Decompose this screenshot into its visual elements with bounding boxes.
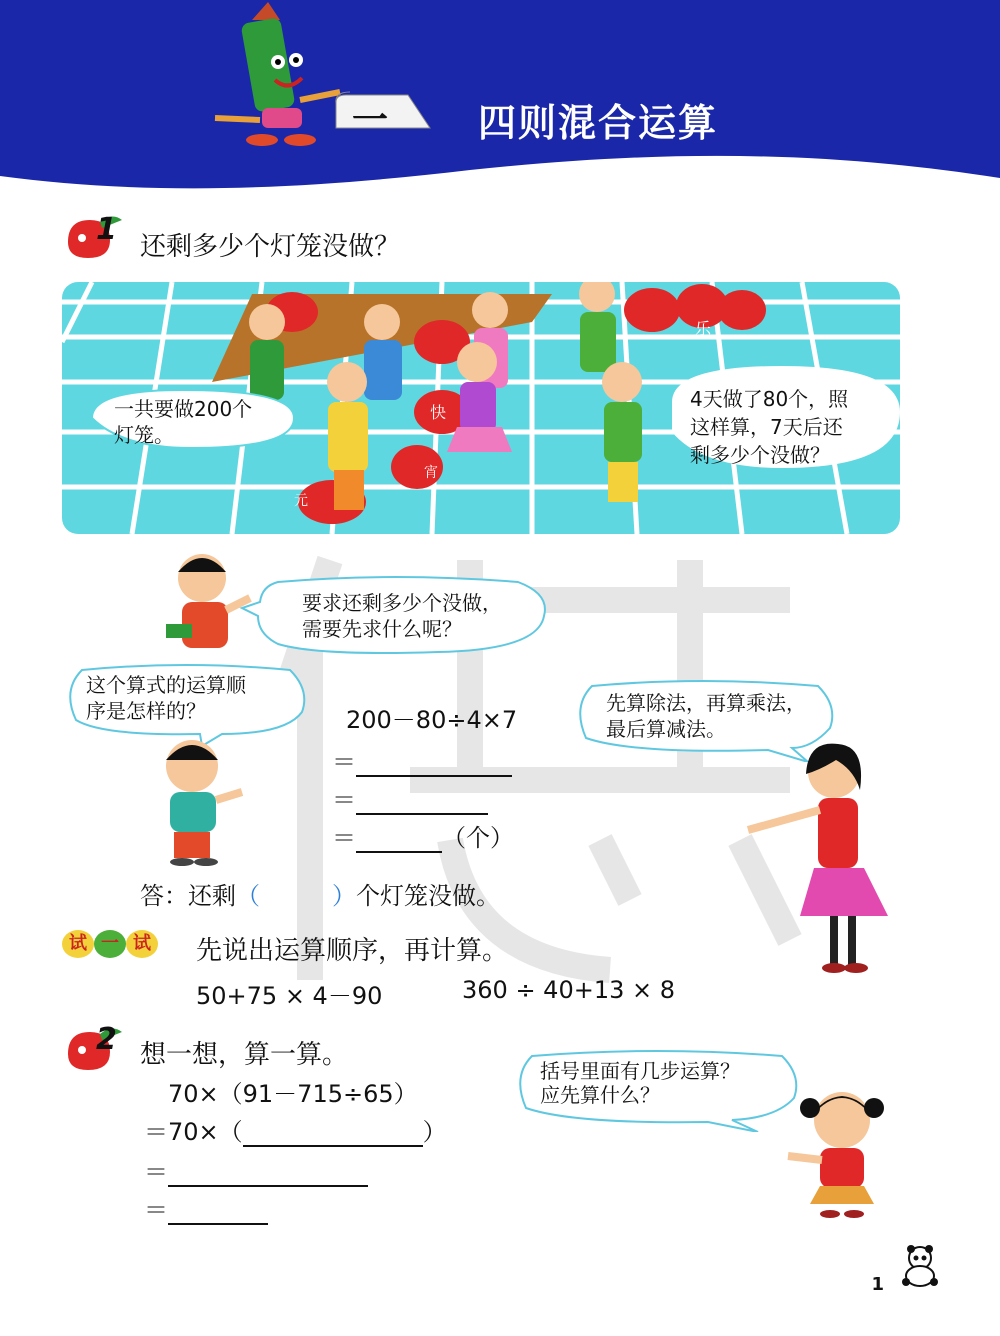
lantern-char: 乐 [695,319,712,338]
lantern-char: 宵 [424,465,438,481]
lantern-char: 快 [430,403,447,422]
equals-sign: ＝ [144,1196,168,1224]
answer-blank[interactable] [356,753,512,777]
equation-step-2 [332,780,488,815]
answer-blank[interactable] [168,1201,268,1225]
step-suffix: ） [422,1118,447,1146]
equation-step-1 [332,742,512,777]
boy-bubble-line-2: 需要先求什么呢？ [302,617,462,641]
equals-sign: ＝ [332,786,356,814]
teacher-bubble-line-1: 先算除法，再算乘法， [606,691,806,715]
right-bubble-line-3: 剩多少个没做？ [690,443,830,467]
answer-paren-open: （ [236,882,260,910]
teacher-bubble-line-2: 最后算减法。 [606,717,726,741]
try-instruction: 先说出运算顺序，再计算。 [196,936,509,966]
girl-character-icon [782,1080,894,1220]
answer-blank[interactable] [243,1123,423,1147]
answer-suffix: 个灯笼没做。 [356,882,500,910]
try-badge-char: 试 [62,930,94,958]
teacher-character-icon [738,740,898,976]
answer-blank[interactable] [168,1163,368,1187]
girl-bubble-line-1: 括号里面有几步运算？ [540,1059,740,1083]
equation-step-3 [332,818,514,853]
expression-2: 70×（91－715÷65） [168,1080,418,1108]
try-problem-1: 50+75 × 4－90 [196,982,383,1010]
equation2-step-1 [144,1112,447,1147]
page-title: 四则混合运算 [478,101,719,145]
left-bubble-line-1: 一共要做200个 [114,397,253,421]
answer-blank[interactable] [356,791,488,815]
try-problem-2: 360 ÷ 40+13 × 8 [462,976,675,1004]
example-question: 还剩多少个灯笼没做？ [140,232,401,262]
answer-prefix: 答：还剩 [140,882,236,910]
answer-line [140,876,500,911]
example2-title: 想一想，算一算。 [140,1040,349,1070]
lantern-scene [62,282,900,534]
try-badge-char: 一 [94,930,126,958]
answer-blank[interactable] [356,829,442,853]
boy-bubble-line-1: 要求还剩多少个没做， [302,591,502,615]
equals-sign: ＝ [332,824,356,852]
try-it-badge [62,930,158,958]
equals-sign: ＝ [144,1158,168,1186]
try-badge-char: 试 [126,930,158,958]
panda-icon [894,1244,944,1288]
equation2-step-3 [144,1190,268,1225]
right-bubble-line-2: 这样算，7天后还 [690,415,843,439]
equation2-step-2 [144,1152,368,1187]
boy2-bubble-line-1: 这个算式的运算顺 [86,673,246,697]
unit-label: （个） [442,824,514,852]
left-bubble-line-2: 灯笼。 [114,423,174,447]
step-prefix: ＝70×（ [144,1118,243,1146]
equals-sign: ＝ [332,748,356,776]
page-number: 1 [871,1274,884,1295]
expression-1: 200－80÷4×7 [346,706,518,734]
boy2-bubble-line-2: 序是怎样的？ [86,699,206,723]
boy2-character-icon [148,736,248,866]
example-number: 1 [96,212,117,247]
right-bubble-line-1: 4天做了80个，照 [690,387,849,411]
example-number: 2 [96,1022,117,1057]
lantern-char: 元 [294,493,308,509]
unit-number: 一 [352,100,389,141]
girl-bubble-line-2: 应先算什么？ [540,1083,660,1107]
answer-paren-close: ） [332,882,356,910]
